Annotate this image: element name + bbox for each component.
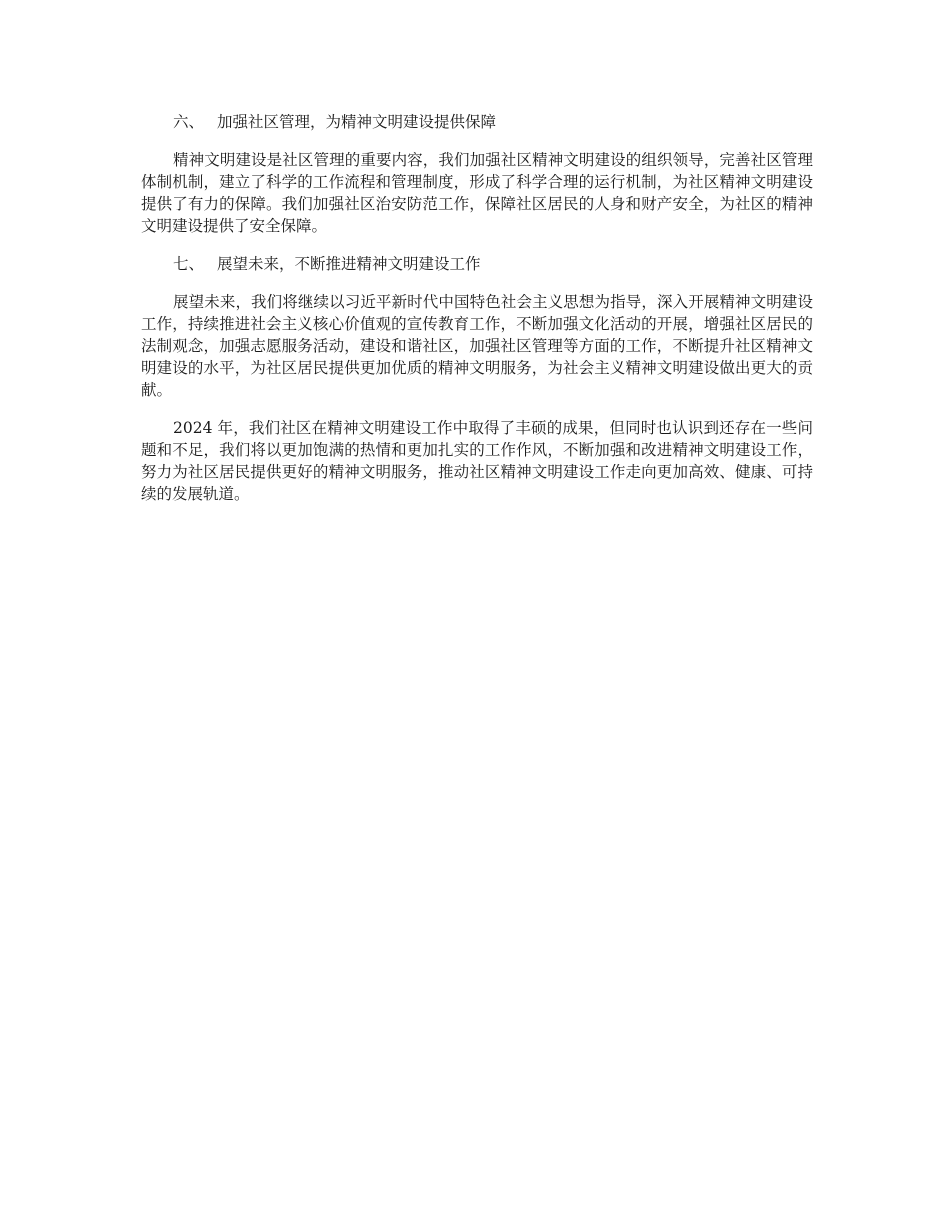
document-body xyxy=(141,111,813,521)
paragraph: 精神文明建设是社区管理的重要内容，我们加强社区精神文明建设的组织领导，完善社区管理体制机制，建立了科学的工作流程和管理制度，形成了科学合理的运行机制，为社区精神文明建设提供了有力的保障。我们加强社区治安防范工作，保障社区居民的人身和财产安全，为社区的精神文明建设提供了安全保障。 xyxy=(141,151,813,235)
section-heading-7 xyxy=(141,253,813,275)
paragraph: 展望未来，我们将继续以习近平新时代中国特色社会主义思想为指导，深入开展精神文明建设工作，持续推进社会主义核心价值观的宣传教育工作，不断加强文化活动的开展，增强社区居民的法制观念，加强志愿服务活动，建设和谐社区，加强社区管理等方面的工作，不断提升社区精神文明建设的水平，为社区居民提供更加优质的精神文明服务，为社会主义精神文明建设做出更大的贡献。 xyxy=(141,293,813,399)
section-title: 展望未来，不断推进精神文明建设工作 xyxy=(217,255,481,273)
section-title: 加强社区管理，为精神文明建设提供保障 xyxy=(217,113,497,131)
section-heading-6 xyxy=(141,111,813,133)
section-number: 六、 xyxy=(173,113,205,131)
paragraph: 2024 年，我们社区在精神文明建设工作中取得了丰硕的成果，但同时也认识到还存在一些问题和不足，我们将以更加饱满的热情和更加扎实的工作作风，不断加强和改进精神文明建设工作，努力为社区居民提供更好的精神文明服务，推动社区精神文明建设工作走向更加高效、健康、可持续的发展轨道。 xyxy=(141,419,813,503)
section-number: 七、 xyxy=(173,255,205,273)
